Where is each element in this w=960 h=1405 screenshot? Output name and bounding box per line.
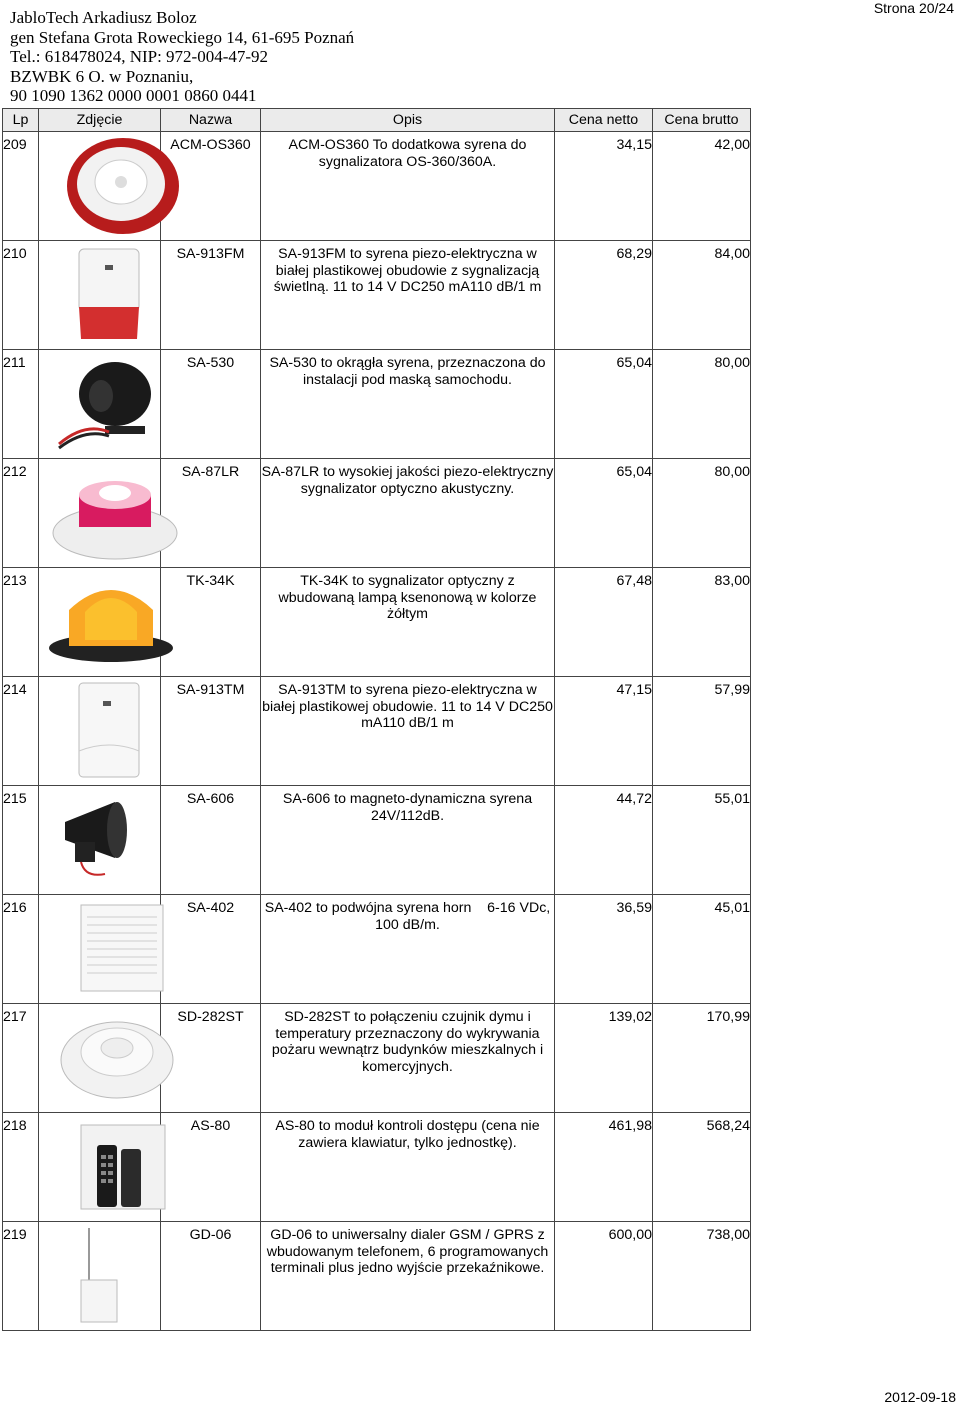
row-net-price: 36,59 <box>555 895 653 1004</box>
table-header <box>3 109 751 132</box>
row-name: SA-913FM <box>161 241 261 350</box>
row-name: AS-80 <box>161 1113 261 1222</box>
row-gross-price: 42,00 <box>653 132 751 241</box>
company-phone-nip: Tel.: 618478024, NIP: 972-004-47-92 <box>10 47 269 67</box>
access-control-module-icon <box>45 1115 185 1217</box>
table-row <box>3 677 751 786</box>
white-siren-box-icon <box>45 679 185 781</box>
row-lp: 212 <box>3 459 39 568</box>
company-name: JabloTech Arkadiusz Boloz <box>10 8 197 27</box>
row-name: SA-606 <box>161 786 261 895</box>
row-lp: 214 <box>3 677 39 786</box>
row-net-price: 65,04 <box>555 459 653 568</box>
row-lp: 219 <box>3 1222 39 1331</box>
row-gross-price: 80,00 <box>653 459 751 568</box>
red-white-beacon-icon <box>45 461 185 563</box>
table-row <box>3 568 751 677</box>
black-car-siren-icon <box>45 352 185 454</box>
row-lp: 213 <box>3 568 39 677</box>
row-lp: 215 <box>3 786 39 895</box>
row-gross-price: 55,01 <box>653 786 751 895</box>
row-desc: SA-913FM to syrena piezo-elektryczna w białej plastikowej obudowie z sygnalizacją świetlną. 11 to 14 V DC250 mA110 dB/1 m <box>261 241 555 350</box>
row-name: SA-87LR <box>161 459 261 568</box>
row-lp: 211 <box>3 350 39 459</box>
black-horn-siren-icon <box>45 788 185 890</box>
row-lp: 216 <box>3 895 39 1004</box>
company-account: 90 1090 1362 0000 0001 0860 0441 <box>10 86 257 106</box>
col-photo: Zdjęcie <box>39 109 161 132</box>
row-desc: AS-80 to moduł kontroli dostępu (cena nie zawiera klawiatur, tylko jednostkę). <box>261 1113 555 1222</box>
row-net-price: 139,02 <box>555 1004 653 1113</box>
white-louvered-siren-icon <box>45 897 185 999</box>
smoke-detector-icon <box>45 1006 185 1108</box>
row-gross-price: 84,00 <box>653 241 751 350</box>
row-gross-price: 83,00 <box>653 568 751 677</box>
row-net-price: 44,72 <box>555 786 653 895</box>
row-net-price: 68,29 <box>555 241 653 350</box>
table-row <box>3 1113 751 1222</box>
row-net-price: 461,98 <box>555 1113 653 1222</box>
col-name: Nazwa <box>161 109 261 132</box>
row-desc: ACM-OS360 To dodatkowa syrena do sygnalizatora OS-360/360A. <box>261 132 555 241</box>
price-table <box>2 108 751 1331</box>
row-lp: 210 <box>3 241 39 350</box>
row-name: ACM-OS360 <box>161 132 261 241</box>
table-row <box>3 350 751 459</box>
row-desc: SA-913TM to syrena piezo-elektryczna w białej plastikowej obudowie. 11 to 14 V DC250 mA110 dB/1 m <box>261 677 555 786</box>
row-desc: SA-530 to okrągła syrena, przeznaczona do instalacji pod maską samochodu. <box>261 350 555 459</box>
row-net-price: 65,04 <box>555 350 653 459</box>
row-gross-price: 738,00 <box>653 1222 751 1331</box>
row-name: TK-34K <box>161 568 261 677</box>
table-row <box>3 1004 751 1113</box>
row-desc: SA-402 to podwójna syrena horn 6-16 VDc, 100 dB/m. <box>261 895 555 1004</box>
col-gross: Cena brutto <box>653 109 751 132</box>
row-gross-price: 170,99 <box>653 1004 751 1113</box>
table-row <box>3 241 751 350</box>
col-lp: Lp <box>3 109 39 132</box>
col-desc: Opis <box>261 109 555 132</box>
row-gross-price: 45,01 <box>653 895 751 1004</box>
company-bank: BZWBK 6 O. w Poznaniu, <box>10 66 194 86</box>
row-name: SD-282ST <box>161 1004 261 1113</box>
row-gross-price: 80,00 <box>653 350 751 459</box>
row-net-price: 600,00 <box>555 1222 653 1331</box>
row-net-price: 47,15 <box>555 677 653 786</box>
col-net: Cena netto <box>555 109 653 132</box>
row-gross-price: 568,24 <box>653 1113 751 1222</box>
row-gross-price: 57,99 <box>653 677 751 786</box>
row-desc: GD-06 to uniwersalny dialer GSM / GPRS z wbudowanym telefonem, 6 programowanych terminali plus jedno wyjście przekaźnikowe. <box>261 1222 555 1331</box>
row-net-price: 34,15 <box>555 132 653 241</box>
row-desc: TK-34K to sygnalizator optyczny z wbudowaną lampą ksenonową w kolorze żółtym <box>261 568 555 677</box>
table-row <box>3 132 751 241</box>
print-date: 2012-09-18 <box>884 1389 956 1405</box>
row-desc: SA-87LR to wysokiej jakości piezo-elektryczny sygnalizator optyczno akustyczny. <box>261 459 555 568</box>
row-desc: SD-282ST to połączeniu czujnik dymu i temperatury przeznaczony do wykrywania pożaru wewnątrz budynków mieszkalnych i komercyjnych. <box>261 1004 555 1113</box>
row-name: SA-530 <box>161 350 261 459</box>
row-name: GD-06 <box>161 1222 261 1331</box>
row-lp: 217 <box>3 1004 39 1113</box>
company-address: gen Stefana Grota Roweckiego 14, 61-695 Poznań <box>10 27 355 47</box>
page-number: Strona 20/24 <box>873 0 954 16</box>
row-name: SA-402 <box>161 895 261 1004</box>
red-round-siren-icon <box>45 134 185 236</box>
row-lp: 209 <box>3 132 39 241</box>
row-name: SA-913TM <box>161 677 261 786</box>
yellow-strobe-lamp-icon <box>45 570 185 672</box>
row-net-price: 67,48 <box>555 568 653 677</box>
row-lp: 218 <box>3 1113 39 1222</box>
white-siren-red-lamp-icon <box>45 243 185 345</box>
gsm-dialer-antenna-icon <box>45 1224 185 1326</box>
table-row <box>3 459 751 568</box>
row-desc: SA-606 to magneto-dynamiczna syrena 24V/112dB. <box>261 786 555 895</box>
company-info <box>10 8 354 106</box>
table-row <box>3 1222 751 1331</box>
table-row <box>3 786 751 895</box>
table-row <box>3 895 751 1004</box>
